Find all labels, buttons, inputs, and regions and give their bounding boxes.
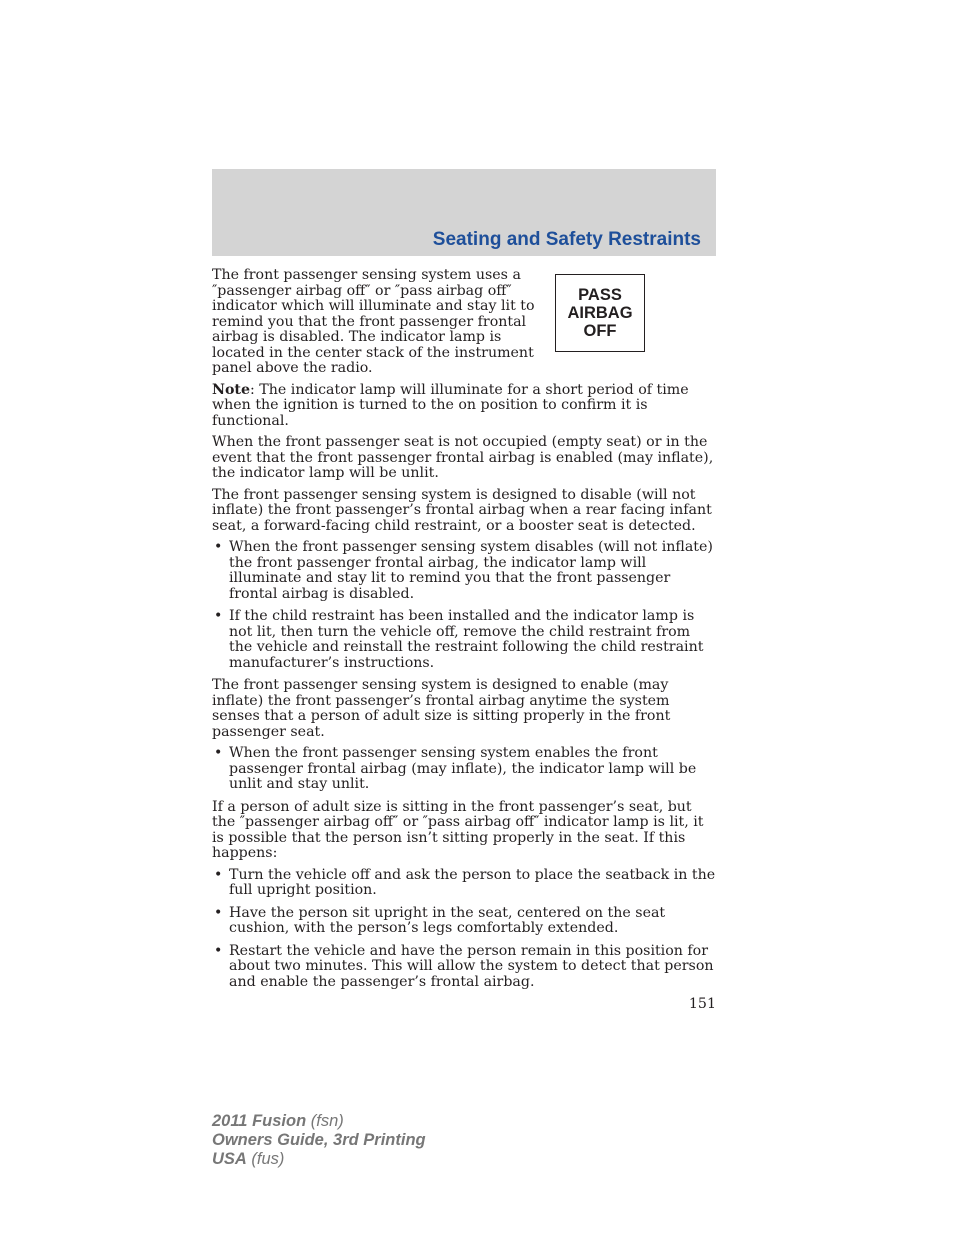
paragraph-disable: The front passenger sensing system is designed to disable (will not inflate) the front passenger’s frontal airbag when a rear facing infant seat, a forward-facing child restraint, or a booster seat is detected. <box>212 486 712 534</box>
bullet-icon: • <box>214 608 223 624</box>
list-item-text: Turn the vehicle off and ask the person to place the seatback in the full upright position. <box>229 866 716 898</box>
list-item <box>212 906 716 937</box>
bullet-icon: • <box>214 539 223 555</box>
page-number: 151 <box>688 996 716 1012</box>
paragraph-intro: The front passenger sensing system uses a ″passenger airbag off″ or ″pass airbag off″ indicator which will illuminate and stay lit to remind you that the front passenger frontal airbag is disabled. The indicator lamp is located in the center stack of the instrument panel above the radio. <box>212 267 535 376</box>
section-title: Seating and Safety Restraints <box>432 229 701 250</box>
list-item <box>212 868 716 899</box>
list-item <box>212 944 716 991</box>
list-item <box>212 609 716 671</box>
note-label: Note <box>212 381 251 398</box>
document-footer <box>212 1112 426 1169</box>
list-item <box>212 746 716 793</box>
footer-line-3 <box>212 1150 426 1169</box>
paragraph-note <box>212 383 716 430</box>
indicator-line-1: PASS <box>578 286 622 304</box>
list-item-text: Have the person sit upright in the seat, centered on the seat cushion, with the person’s legs comfortably extended. <box>229 904 666 936</box>
page-content <box>212 268 716 1013</box>
footer-market-code: (fus) <box>246 1150 285 1168</box>
indicator-line-3: OFF <box>583 322 617 340</box>
indicator-line-2: AIRBAG <box>567 304 633 322</box>
footer-line-2 <box>212 1131 426 1150</box>
list-item <box>212 540 716 602</box>
list-item-text: Restart the vehicle and have the person remain in this position for about two minutes. This will allow the system to detect that person and enable the passenger’s frontal airbag. <box>229 942 714 990</box>
paragraph-adult: If a person of adult size is sitting in the front passenger’s seat, but the ″passenger airbag off″ or ″pass airbag off″ indicator lamp is lit, it is possible that the person isn’t sitting properly in the seat. If this happens: <box>212 798 704 861</box>
paragraph-unoccupied: When the front passenger seat is not occupied (empty seat) or in the event that the front passenger frontal airbag is enabled (may inflate), the indicator lamp will be unlit. <box>212 434 714 481</box>
bullet-icon: • <box>214 904 223 921</box>
footer-market: USA <box>212 1150 247 1168</box>
bullet-icon: • <box>214 866 223 883</box>
footer-model: 2011 Fusion <box>212 1112 307 1130</box>
list-item-text: When the front passenger sensing system disables (will not inflate) the front passenger frontal airbag, the indicator lamp will illuminate and stay lit to remind you that the front passenger frontal airbag is disabled. <box>229 539 713 602</box>
list-item-text: If the child restraint has been installed and the indicator lamp is not lit, then turn the vehicle off, remove the child restraint from the vehicle and reinstall the restraint following the child restraint manufacturer’s instructions. <box>229 608 704 671</box>
footer-line-1 <box>212 1112 426 1131</box>
footer-model-code: (fsn) <box>306 1112 344 1130</box>
list-item-text: When the front passenger sensing system enables the front passenger frontal airbag (may inflate), the indicator lamp will be unlit and stay unlit. <box>229 745 697 792</box>
paragraph-enable: The front passenger sensing system is designed to enable (may inflate) the front passenger’s frontal airbag anytime the system senses that a person of adult size is sitting properly in the front passenger seat. <box>212 677 671 740</box>
pass-airbag-off-indicator-icon <box>555 274 645 352</box>
footer-edition: Owners Guide, 3rd Printing <box>212 1131 426 1149</box>
section-header <box>212 169 716 256</box>
bullet-icon: • <box>214 745 223 761</box>
note-text: : The indicator lamp will illuminate for a short period of time when the ignition is turned to the on position to confirm it is functional. <box>212 381 689 429</box>
bullet-icon: • <box>214 942 223 959</box>
